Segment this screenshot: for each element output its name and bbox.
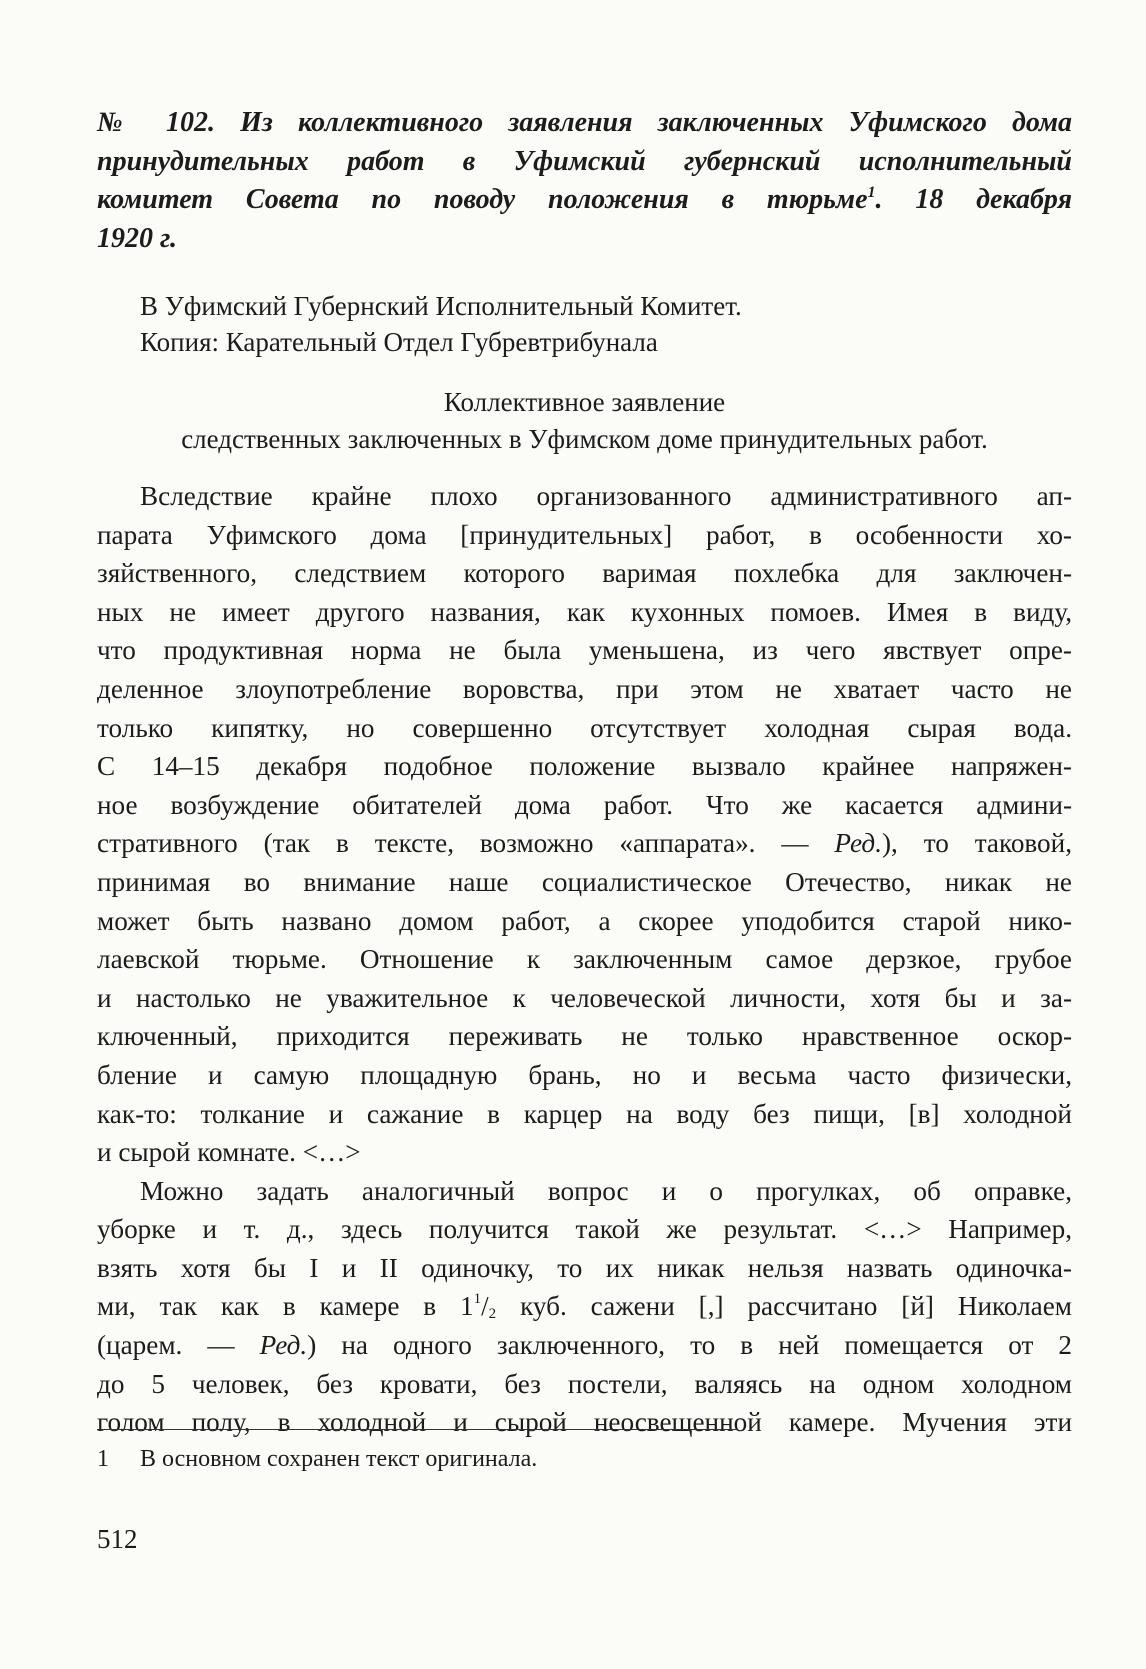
footnote-ref[interactable]: 1 [867, 184, 876, 201]
text-line: голом полу, в холодной и сырой неосвещенной камере. Мучения эти [97, 1407, 1072, 1438]
text-line: что продуктивная норма не была уменьшена, из чего явствует опре- [97, 635, 1072, 666]
text-line: как-то: толкание и сажание в карцер на воду без пищи, [в] холодной [97, 1098, 1072, 1129]
text-line: ключенный, приходится переживать не только нравственное оскор- [97, 1021, 1072, 1052]
body-text [97, 477, 1072, 1442]
text-line: парата Уфимского дома [принудительных] работ, в особенности хо- [97, 519, 1072, 550]
editor-mark: Ред. [259, 1330, 308, 1361]
fraction: $^1/_2$ [473, 1291, 497, 1323]
text-line: принимая во внимание наше социалистическое Отечество, никак не [97, 866, 1072, 897]
text-line: ми, так как в камере в $1^1/_2$ куб. сажени [,] рассчитано [й] Николаем [97, 1291, 1072, 1323]
address-copy: Копия: Карательный Отдел Губревтрибунала [140, 327, 658, 357]
document-heading [97, 104, 1072, 258]
text-line: Вследствие крайне плохо организованного административного ап- [140, 481, 1072, 511]
text-line: только кипятку, но совершенно отсутствует холодная сырая вода. [97, 712, 1072, 743]
footnote-divider [97, 1429, 737, 1430]
text-line: лаевской тюрьме. Отношение к заключенным самое дерзкое, грубое [97, 944, 1072, 975]
page-number: 512 [97, 1524, 138, 1554]
heading-line: комитет Совета по поводу положения в тюрьме$^1$. 18 декабря [97, 184, 1072, 215]
text-line: бление и самую площадную брань, но и весьма часто физически, [97, 1059, 1072, 1090]
heading-line: № 102. Из коллективного заявления заключенных Уфимского дома [97, 107, 1072, 138]
address-to: В Уфимский Губернский Исполнительный Комитет. [140, 291, 742, 321]
text-line: деленное злоупотребление воровства, при этом не хватает часто не [97, 673, 1072, 704]
text-line: может быть названо домом работ, а скорее уподобится старой нико- [97, 905, 1072, 936]
footnote [97, 1443, 537, 1475]
text-line: стративного (так в тексте, возможно «аппарата». — Ред.), то таковой, [97, 828, 1072, 859]
footnote-text: В основном сохранен текст оригинала. [140, 1446, 538, 1472]
footnote-number: 1 [97, 1446, 109, 1472]
text-line: до 5 человек, без кровати, без постели, валяясь на одном холодном [97, 1368, 1072, 1399]
text-line: Можно задать аналогичный вопрос и о прогулках, об оправке, [140, 1175, 1072, 1206]
text-line: зяйственного, следствием которого варимая похлебка для заключен- [97, 558, 1072, 589]
statement-title: Коллективное заявление [443, 387, 726, 417]
editor-mark: Ред. [834, 828, 882, 859]
text-line: и настолько не уважительное к человеческой личности, хотя бы и за- [97, 982, 1072, 1013]
text-line: взять хотя бы I и II одиночку, то их никак нельзя назвать одиночка- [97, 1252, 1072, 1283]
heading-line: принудительных работ в Уфимский губернский исполнительный [97, 145, 1072, 177]
heading-line: 1920 г. [97, 222, 177, 254]
text-line: С 14–15 декабря подобное положение вызвало крайнее напряжен- [97, 751, 1072, 782]
text-line: (царем. — Ред.) на одного заключенного, то в ней помещается от 2 [97, 1330, 1072, 1361]
statement-subtitle: следственных заключенных в Уфимском доме принудительных работ. [181, 424, 988, 454]
text-line: ных не имеет другого названия, как кухонных помоев. Имея в виду, [97, 596, 1072, 627]
text-line: уборке и т. д., здесь получится такой же результат. <…> Например, [97, 1214, 1072, 1245]
text-line: и сырой комнате. <…> [97, 1137, 361, 1168]
text-line: ное возбуждение обитателей дома работ. Что же касается админи- [97, 789, 1072, 820]
